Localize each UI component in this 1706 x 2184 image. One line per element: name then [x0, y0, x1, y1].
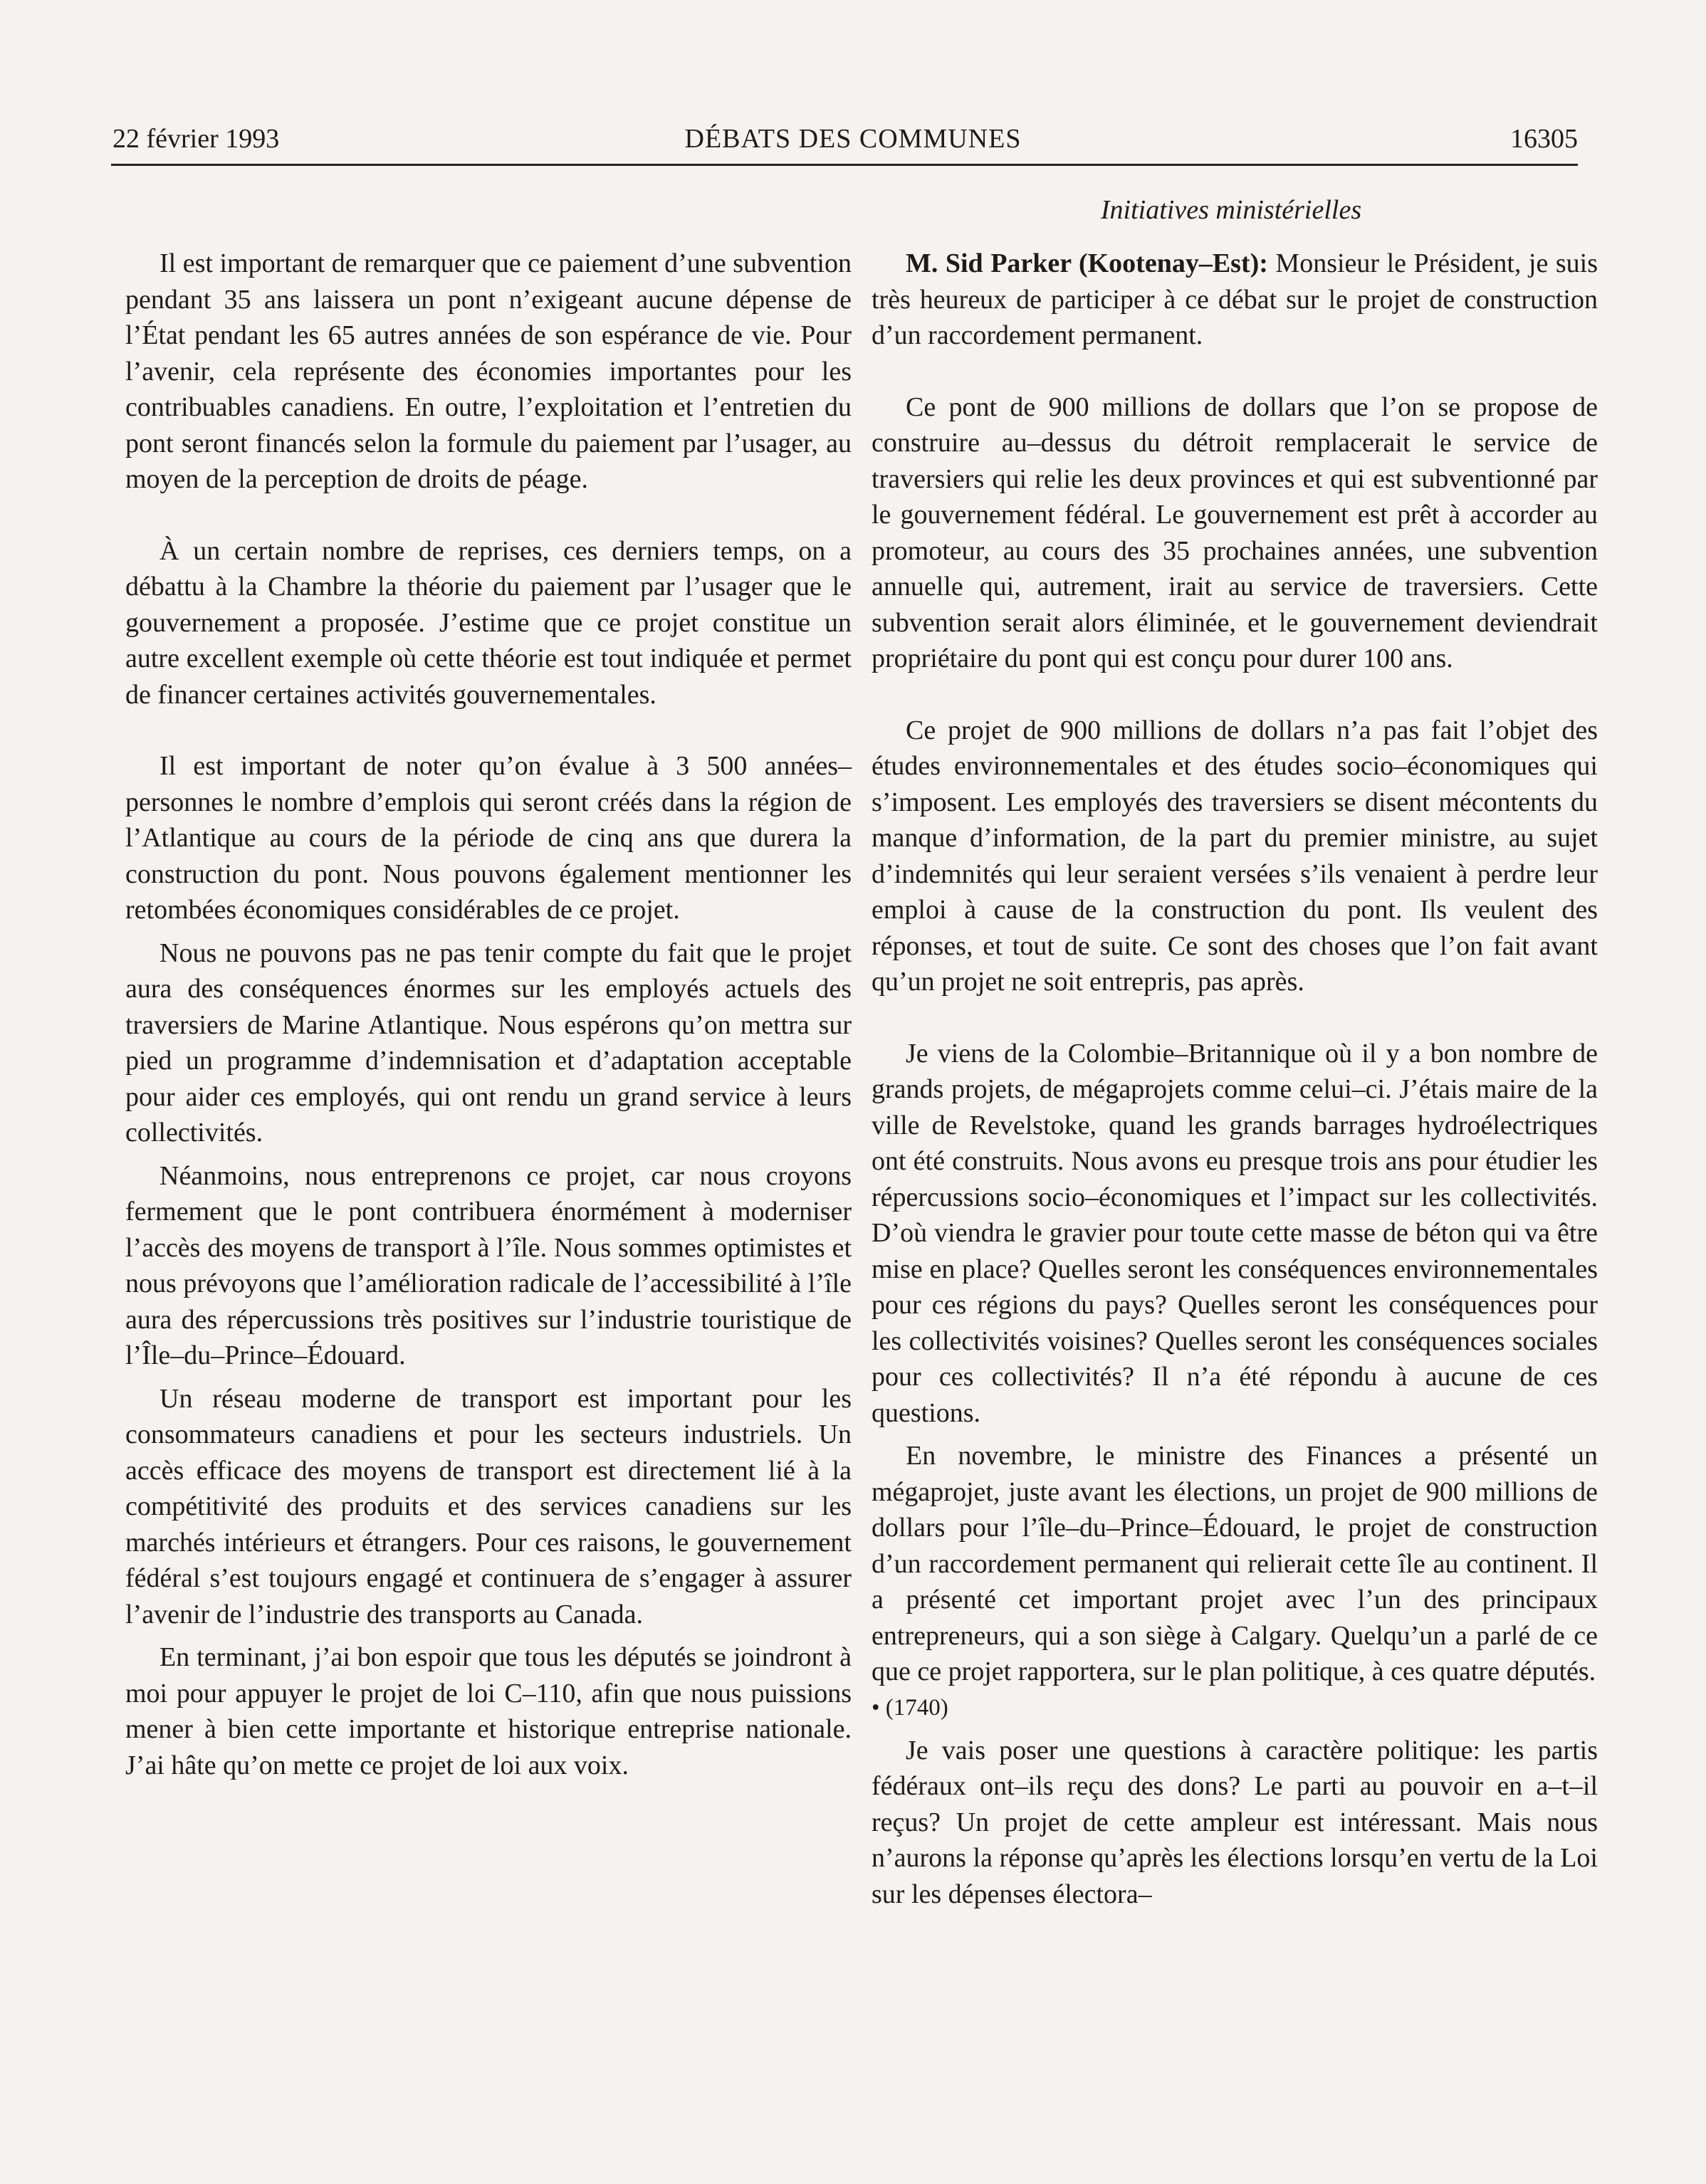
paragraph: Un réseau moderne de transport est important pour les consommateurs canadiens et pour les secteurs industriels. Un accès efficace des moyens de transport est directement lié à la compétitivité des produits et des services canadiens sur les marchés intérieurs et étrangers. Pour ces raisons, le gouvernement fédéral s’est toujours engagé et continuera de s’engager à assurer l’avenir de l’industrie des transports au Canada.	[125, 1383, 852, 1629]
paragraph: En terminant, j’ai bon espoir que tous les députés se joindront à moi pour appuyer le projet de loi C–110, afin que nous puissions mener à bien cette importante et historique entreprise nationale. J’ai hâte qu’on mette ce projet de loi aux voix.	[125, 1642, 852, 1780]
paragraph: Il est important de noter qu’on évalue à 3 500 années–personnes le nombre d’emplois qui seront créés dans la région de l’Atlantique au cours de la période de cinq ans que durera la construction du pont. Nous pouvons également mentionner les retombées économiques considérables de ce projet.	[125, 751, 852, 925]
speaker-text: Monsieur le Président, je suis très heureux de participer à ce débat sur le projet de construction d’un raccordement permanent.	[872, 248, 1598, 350]
header-rule	[111, 164, 1578, 166]
paragraph: Je vais poser une questions à caractère politique: les partis fédéraux ont–ils reçu des dons? Le parti au pouvoir en a–t–il reçus? Un projet de cette ampleur est intéressant. Mais nous n’aurons la réponse qu’après les élections lorsqu’en vertu de la Loi sur les dépenses électora–	[872, 1735, 1598, 1909]
header-date: 22 février 1993	[112, 124, 280, 154]
paragraph: Néanmoins, nous entreprenons ce projet, car nous croyons fermement que le pont contribuera énormément à moderniser l’accès des moyens de transport à l’île. Nous sommes optimistes et nous prévoyons que l’amélioration radicale de l’accessibilité à l’île aura des répercussions très positives sur l’industrie touristique de l’Île–du–Prince–Édouard.	[125, 1160, 852, 1370]
paragraph: Je viens de la Colombie–Britannique où il y a bon nombre de grands projets, de mégaprojets comme celui–ci. J’étais maire de la ville de Revelstoke, quand les grands barrages hydroélectriques ont été construits. Nous avons eu presque trois ans pour étudier les répercussions socio–économiques et l’impact sur les collectivités. D’où viendra le gravier pour toute cette masse de béton qui va être mise en place? Quelles seront les conséquences environnementales pour ces régions du pays? Quelles seront les conséquences pour les collectivités voisines? Quelles seront les conséquences sociales pour ces collectivités? Il n’a été répondu à aucune de ces questions.	[872, 1038, 1598, 1428]
running-title: DÉBATS DES COMMUNES	[684, 124, 1022, 154]
section-title: Initiatives ministérielles	[1100, 195, 1362, 225]
paragraph: À un certain nombre de reprises, ces derniers temps, on a débattu à la Chambre la théorie du paiement par l’usager que le gouvernement a proposée. J’estime que ce projet constitue un autre excellent exemple où cette théorie est tout indiquée et permet de financer certaines activités gouvernementales.	[125, 535, 852, 710]
paragraph: En novembre, le ministre des Finances a présenté un mégaprojet, juste avant les élections, un projet de 900 millions de dollars pour l’île–du–Prince–Édouard, le projet de construction d’un raccordement permanent qui relierait cette île au continent. Il a présenté cet important projet avec l’un des principaux entrepreneurs, qui a son siège à Calgary. Quelqu’un a parlé de ce que ce projet rapportera, sur le plan politique, à ces quatre députés.	[872, 1441, 1598, 1686]
page-number: 16305	[1510, 124, 1578, 154]
left-column	[125, 246, 852, 1783]
speaker-name: M. Sid Parker (Kootenay–Est):	[906, 248, 1268, 278]
paragraph: Nous ne pouvons pas ne pas tenir compte du fait que le projet aura des conséquences énormes sur les employés actuels des traversiers de Marine Atlantique. Nous espérons qu’on mettra sur pied un programme d’indemnisation et d’adaptation acceptable pour aider ces employés, qui ont rendu un grand service à leurs collectivités.	[125, 938, 852, 1148]
paragraph	[872, 246, 1598, 354]
paragraph: Ce projet de 900 millions de dollars n’a pas fait l’objet des études environnementales et des études socio–économiques qui s’imposent. Les employés des traversiers se disent mécontents du manque d’information, de la part du premier ministre, au sujet d’indemnités qui leur seraient versées s’ils venaient à perdre leur emploi à cause de la construction du pont. Ils veulent des réponses, et tout de suite. Ce sont des choses que l’on fait avant qu’un projet ne soit entrepris, pas après.	[872, 715, 1598, 997]
time-marker: • (1740)	[872, 1694, 948, 1721]
right-column	[872, 246, 1598, 1912]
paragraph: Il est important de remarquer que ce paiement d’une subvention pendant 35 ans laissera un pont n’exigeant aucune dépense de l’État pendant les 65 autres années de son espérance de vie. Pour l’avenir, cela représente des économies importantes pour les contribuables canadiens. En outre, l’exploitation et l’entretien du pont seront financés selon la formule du paiement par l’usager, au moyen de la perception de droits de péage.	[125, 248, 852, 494]
paragraph: Ce pont de 900 millions de dollars que l’on se propose de construire au–dessus du détroit remplacerait le service de traversiers qui relie les deux provinces et qui est subventionné par le gouvernement fédéral. Le gouvernement est prêt à accorder au promoteur, au cours des 35 prochaines années, une subvention annuelle qui, autrement, irait au service de traversiers. Cette subvention serait alors éliminée, et le gouvernement deviendrait propriétaire du pont qui est conçu pour durer 100 ans.	[872, 392, 1598, 673]
